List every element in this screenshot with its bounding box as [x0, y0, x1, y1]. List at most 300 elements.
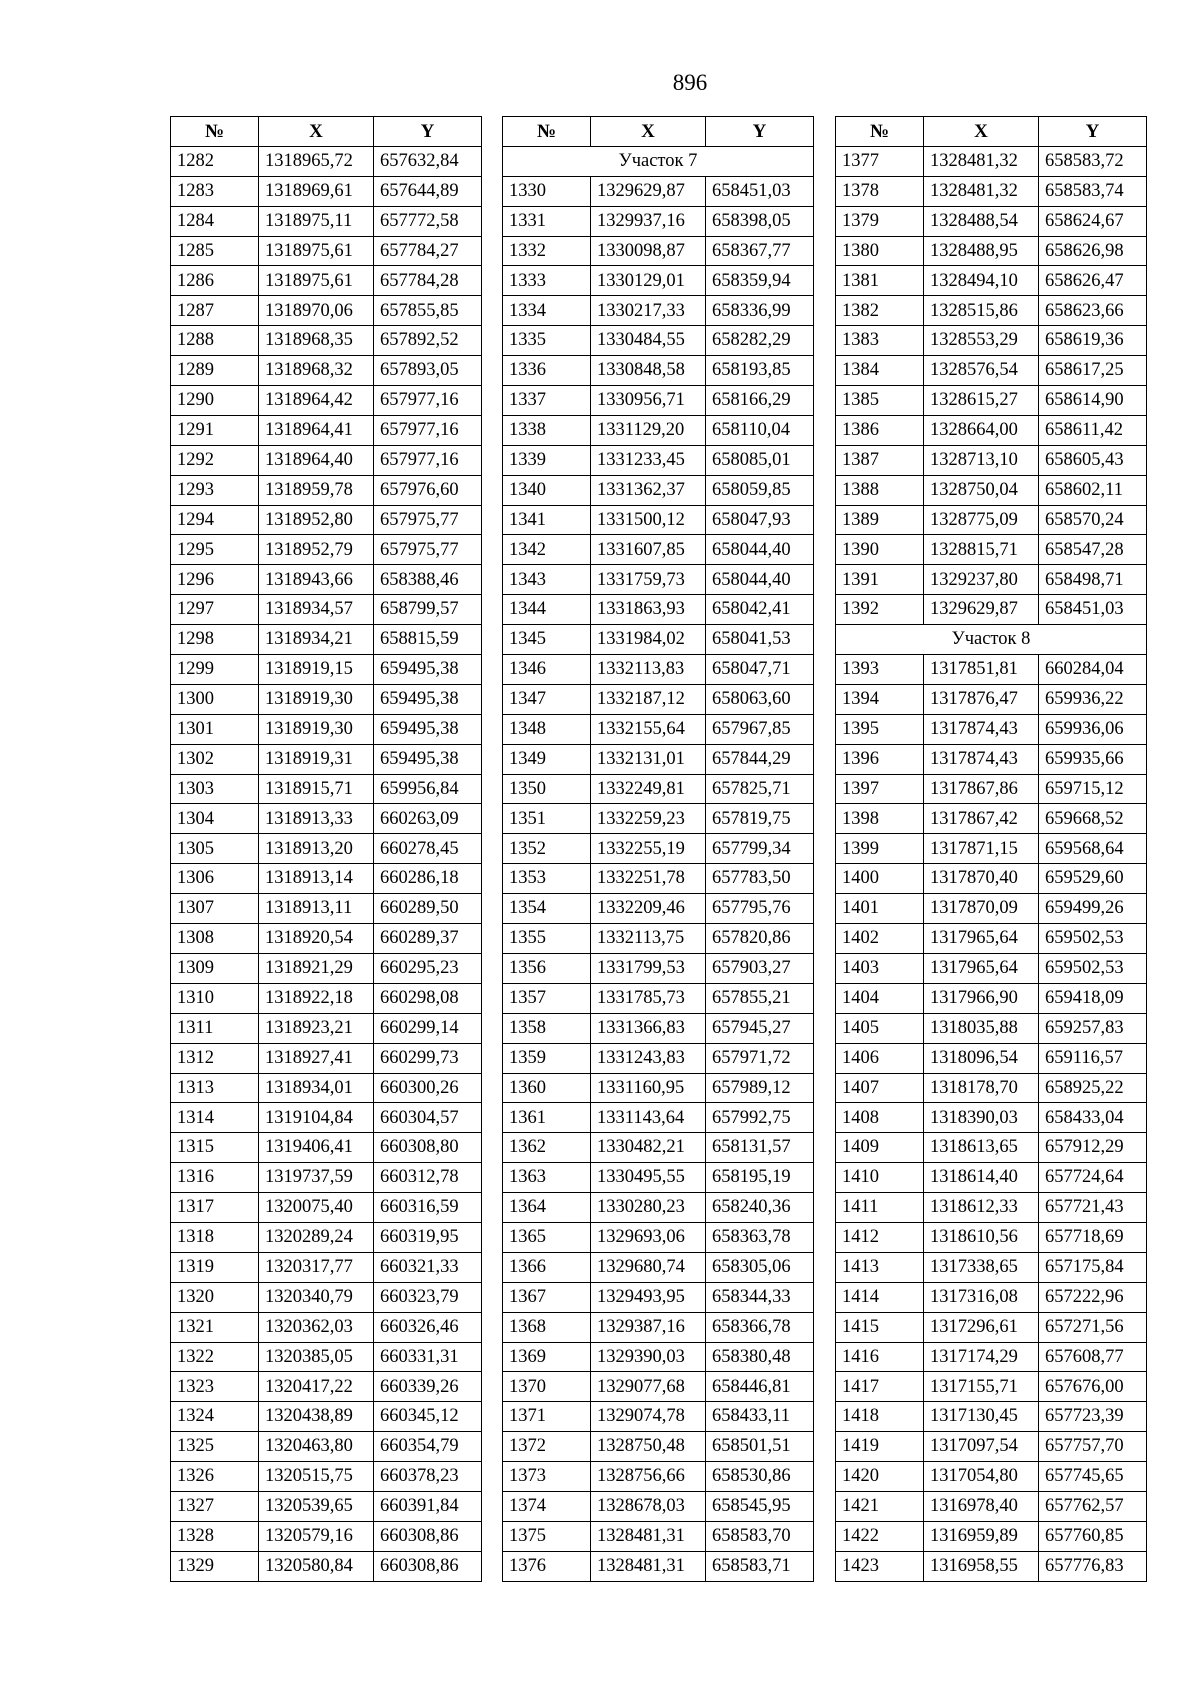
point-number-cell: 1408	[836, 1103, 924, 1133]
table-row	[171, 924, 482, 954]
x-coordinate-cell: 1331759,73	[591, 565, 706, 595]
x-coordinate-cell: 1329074,78	[591, 1402, 706, 1432]
y-coordinate-cell: 657676,00	[1039, 1372, 1147, 1402]
y-coordinate-cell: 659502,53	[1039, 924, 1147, 954]
x-coordinate-cell: 1318913,14	[259, 864, 374, 894]
table-row	[836, 1402, 1147, 1432]
x-coordinate-cell: 1329077,68	[591, 1372, 706, 1402]
x-coordinate-cell: 1318975,61	[259, 236, 374, 266]
point-number-cell: 1392	[836, 595, 924, 625]
y-coordinate-cell: 657632,84	[374, 146, 482, 176]
y-coordinate-cell: 660300,26	[374, 1073, 482, 1103]
point-number-cell: 1364	[503, 1193, 591, 1223]
x-coordinate-cell: 1318919,15	[259, 655, 374, 685]
x-coordinate-cell: 1318959,78	[259, 475, 374, 505]
x-coordinate-cell: 1331863,93	[591, 595, 706, 625]
y-coordinate-cell: 658047,93	[706, 505, 814, 535]
point-number-cell: 1346	[503, 655, 591, 685]
point-number-cell: 1380	[836, 236, 924, 266]
x-coordinate-cell: 1329937,16	[591, 206, 706, 236]
table-row	[503, 1312, 814, 1342]
x-coordinate-cell: 1330098,87	[591, 236, 706, 266]
table-row	[503, 565, 814, 595]
x-coordinate-cell: 1317871,15	[924, 834, 1039, 864]
y-coordinate-cell: 660304,57	[374, 1103, 482, 1133]
y-coordinate-cell: 657977,16	[374, 445, 482, 475]
point-number-cell: 1341	[503, 505, 591, 535]
table-row	[836, 445, 1147, 475]
x-coordinate-cell: 1318915,71	[259, 774, 374, 804]
y-coordinate-cell: 657912,29	[1039, 1133, 1147, 1163]
y-coordinate-cell: 659257,83	[1039, 1013, 1147, 1043]
y-coordinate-cell: 658498,71	[1039, 565, 1147, 595]
y-coordinate-cell: 657718,69	[1039, 1222, 1147, 1252]
x-coordinate-cell: 1320417,22	[259, 1372, 374, 1402]
point-number-cell: 1288	[171, 326, 259, 356]
y-coordinate-cell: 659715,12	[1039, 774, 1147, 804]
table-row	[171, 655, 482, 685]
x-coordinate-cell: 1331160,95	[591, 1073, 706, 1103]
x-coordinate-cell: 1329693,06	[591, 1222, 706, 1252]
table-row	[171, 684, 482, 714]
table-row	[503, 1521, 814, 1551]
table-row	[171, 834, 482, 864]
x-coordinate-cell: 1332131,01	[591, 744, 706, 774]
point-number-cell: 1417	[836, 1372, 924, 1402]
x-coordinate-cell: 1319406,41	[259, 1133, 374, 1163]
point-number-cell: 1376	[503, 1551, 591, 1581]
x-coordinate-cell: 1318964,42	[259, 386, 374, 416]
point-number-cell: 1414	[836, 1282, 924, 1312]
y-coordinate-cell: 660345,12	[374, 1402, 482, 1432]
point-number-cell: 1410	[836, 1163, 924, 1193]
y-coordinate-cell: 657820,86	[706, 924, 814, 954]
table-row	[171, 714, 482, 744]
point-number-cell: 1416	[836, 1342, 924, 1372]
section-header-row	[836, 625, 1147, 655]
column-header-number: №	[171, 117, 259, 147]
section-header-row	[503, 146, 814, 176]
y-coordinate-cell: 658626,98	[1039, 236, 1147, 266]
table-row	[171, 475, 482, 505]
table-row	[171, 445, 482, 475]
point-number-cell: 1323	[171, 1372, 259, 1402]
point-number-cell: 1384	[836, 356, 924, 386]
table-row	[503, 714, 814, 744]
table-row	[836, 565, 1147, 595]
table-row	[836, 595, 1147, 625]
table-row	[503, 1193, 814, 1223]
point-number-cell: 1336	[503, 356, 591, 386]
y-coordinate-cell: 657608,77	[1039, 1342, 1147, 1372]
y-coordinate-cell: 658451,03	[706, 176, 814, 206]
y-coordinate-cell: 659668,52	[1039, 804, 1147, 834]
table-row	[836, 774, 1147, 804]
point-number-cell: 1377	[836, 146, 924, 176]
x-coordinate-cell: 1317851,81	[924, 655, 1039, 685]
y-coordinate-cell: 658623,66	[1039, 296, 1147, 326]
table-row	[836, 505, 1147, 535]
table-row	[836, 1013, 1147, 1043]
table-row	[171, 744, 482, 774]
y-coordinate-cell: 660284,04	[1039, 655, 1147, 685]
x-coordinate-cell: 1318613,65	[924, 1133, 1039, 1163]
x-coordinate-cell: 1331500,12	[591, 505, 706, 535]
point-number-cell: 1294	[171, 505, 259, 535]
column-header-y: Y	[706, 117, 814, 147]
table-row	[503, 983, 814, 1013]
point-number-cell: 1423	[836, 1551, 924, 1581]
column-header-x: X	[259, 117, 374, 147]
x-coordinate-cell: 1330495,55	[591, 1163, 706, 1193]
x-coordinate-cell: 1332155,64	[591, 714, 706, 744]
point-number-cell: 1344	[503, 595, 591, 625]
point-number-cell: 1375	[503, 1521, 591, 1551]
point-number-cell: 1365	[503, 1222, 591, 1252]
y-coordinate-cell: 658059,85	[706, 475, 814, 505]
y-coordinate-cell: 657855,85	[374, 296, 482, 326]
x-coordinate-cell: 1318970,06	[259, 296, 374, 326]
y-coordinate-cell: 657945,27	[706, 1013, 814, 1043]
table-row	[171, 1282, 482, 1312]
x-coordinate-cell: 1318965,72	[259, 146, 374, 176]
y-coordinate-cell: 660312,78	[374, 1163, 482, 1193]
column-header-x: X	[591, 117, 706, 147]
x-coordinate-cell: 1330129,01	[591, 266, 706, 296]
table-row	[836, 804, 1147, 834]
point-number-cell: 1411	[836, 1193, 924, 1223]
point-number-cell: 1395	[836, 714, 924, 744]
x-coordinate-cell: 1329629,87	[591, 176, 706, 206]
y-coordinate-cell: 658433,04	[1039, 1103, 1147, 1133]
y-coordinate-cell: 660354,79	[374, 1432, 482, 1462]
y-coordinate-cell: 658366,78	[706, 1312, 814, 1342]
table-row	[171, 296, 482, 326]
table-row	[503, 834, 814, 864]
point-number-cell: 1354	[503, 894, 591, 924]
y-coordinate-cell: 657977,16	[374, 415, 482, 445]
y-coordinate-cell: 658602,11	[1039, 475, 1147, 505]
y-coordinate-cell: 658626,47	[1039, 266, 1147, 296]
table-row	[503, 1551, 814, 1581]
y-coordinate-cell: 659116,57	[1039, 1043, 1147, 1073]
table-row	[836, 1193, 1147, 1223]
x-coordinate-cell: 1331243,83	[591, 1043, 706, 1073]
table-row	[171, 1222, 482, 1252]
y-coordinate-cell: 658042,41	[706, 595, 814, 625]
table-row	[503, 386, 814, 416]
point-number-cell: 1371	[503, 1402, 591, 1432]
y-coordinate-cell: 658044,40	[706, 565, 814, 595]
point-number-cell: 1381	[836, 266, 924, 296]
table-row	[503, 864, 814, 894]
x-coordinate-cell: 1318975,11	[259, 206, 374, 236]
y-coordinate-cell: 660319,95	[374, 1222, 482, 1252]
table-row	[503, 1342, 814, 1372]
y-coordinate-cell: 657893,05	[374, 356, 482, 386]
table-row	[171, 1252, 482, 1282]
table-row	[503, 176, 814, 206]
x-coordinate-cell: 1328664,00	[924, 415, 1039, 445]
column-header-y: Y	[374, 117, 482, 147]
table-row	[503, 475, 814, 505]
table-row	[171, 1073, 482, 1103]
point-number-cell: 1296	[171, 565, 259, 595]
table-row	[503, 1043, 814, 1073]
y-coordinate-cell: 658305,06	[706, 1252, 814, 1282]
table-row	[171, 386, 482, 416]
y-coordinate-cell: 659495,38	[374, 744, 482, 774]
table-header-row	[503, 117, 814, 147]
table-row	[503, 356, 814, 386]
y-coordinate-cell: 657724,64	[1039, 1163, 1147, 1193]
y-coordinate-cell: 659418,09	[1039, 983, 1147, 1013]
y-coordinate-cell: 658547,28	[1039, 535, 1147, 565]
x-coordinate-cell: 1320289,24	[259, 1222, 374, 1252]
table-row	[171, 1312, 482, 1342]
y-coordinate-cell: 657776,83	[1039, 1551, 1147, 1581]
y-coordinate-cell: 658044,40	[706, 535, 814, 565]
point-number-cell: 1290	[171, 386, 259, 416]
point-number-cell: 1372	[503, 1432, 591, 1462]
y-coordinate-cell: 658605,43	[1039, 445, 1147, 475]
table-row	[836, 983, 1147, 1013]
table-row	[503, 953, 814, 983]
table-row	[171, 1133, 482, 1163]
x-coordinate-cell: 1328713,10	[924, 445, 1039, 475]
table-row	[836, 1222, 1147, 1252]
table-row	[836, 684, 1147, 714]
table-row	[171, 1372, 482, 1402]
y-coordinate-cell: 659568,64	[1039, 834, 1147, 864]
y-coordinate-cell: 659495,38	[374, 714, 482, 744]
y-coordinate-cell: 658570,24	[1039, 505, 1147, 535]
point-number-cell: 1317	[171, 1193, 259, 1223]
table-row	[503, 1462, 814, 1492]
y-coordinate-cell: 658583,72	[1039, 146, 1147, 176]
y-coordinate-cell: 659936,22	[1039, 684, 1147, 714]
point-number-cell: 1327	[171, 1491, 259, 1521]
y-coordinate-cell: 657825,71	[706, 774, 814, 804]
x-coordinate-cell: 1328488,95	[924, 236, 1039, 266]
y-coordinate-cell: 657976,60	[374, 475, 482, 505]
table-row	[503, 1252, 814, 1282]
point-number-cell: 1373	[503, 1462, 591, 1492]
x-coordinate-cell: 1317296,61	[924, 1312, 1039, 1342]
x-coordinate-cell: 1328750,04	[924, 475, 1039, 505]
table-row	[503, 206, 814, 236]
y-coordinate-cell: 658166,29	[706, 386, 814, 416]
y-coordinate-cell: 658282,29	[706, 326, 814, 356]
table-row	[836, 953, 1147, 983]
x-coordinate-cell: 1317966,90	[924, 983, 1039, 1013]
point-number-cell: 1292	[171, 445, 259, 475]
y-coordinate-cell: 659495,38	[374, 655, 482, 685]
y-coordinate-cell: 657783,50	[706, 864, 814, 894]
table-row	[503, 1163, 814, 1193]
point-number-cell: 1303	[171, 774, 259, 804]
x-coordinate-cell: 1328515,86	[924, 296, 1039, 326]
x-coordinate-cell: 1332113,83	[591, 655, 706, 685]
table-row	[503, 326, 814, 356]
point-number-cell: 1313	[171, 1073, 259, 1103]
point-number-cell: 1401	[836, 894, 924, 924]
point-number-cell: 1370	[503, 1372, 591, 1402]
point-number-cell: 1348	[503, 714, 591, 744]
y-coordinate-cell: 658925,22	[1039, 1073, 1147, 1103]
table-row	[171, 1163, 482, 1193]
point-number-cell: 1413	[836, 1252, 924, 1282]
point-number-cell: 1412	[836, 1222, 924, 1252]
y-coordinate-cell: 658614,90	[1039, 386, 1147, 416]
table-row	[171, 1491, 482, 1521]
y-coordinate-cell: 658583,71	[706, 1551, 814, 1581]
table-row	[171, 1521, 482, 1551]
y-coordinate-cell: 660289,50	[374, 894, 482, 924]
x-coordinate-cell: 1332113,75	[591, 924, 706, 954]
y-coordinate-cell: 657975,77	[374, 505, 482, 535]
page-number: 896	[672, 70, 708, 95]
x-coordinate-cell: 1318614,40	[924, 1163, 1039, 1193]
x-coordinate-cell: 1329390,03	[591, 1342, 706, 1372]
y-coordinate-cell: 657967,85	[706, 714, 814, 744]
y-coordinate-cell: 660286,18	[374, 864, 482, 894]
table-row	[836, 834, 1147, 864]
x-coordinate-cell: 1331129,20	[591, 415, 706, 445]
x-coordinate-cell: 1320438,89	[259, 1402, 374, 1432]
y-coordinate-cell: 659935,66	[1039, 744, 1147, 774]
table-row	[503, 924, 814, 954]
point-number-cell: 1391	[836, 565, 924, 595]
point-number-cell: 1342	[503, 535, 591, 565]
x-coordinate-cell: 1332251,78	[591, 864, 706, 894]
point-number-cell: 1399	[836, 834, 924, 864]
point-number-cell: 1325	[171, 1432, 259, 1462]
point-number-cell: 1283	[171, 176, 259, 206]
table-row	[836, 386, 1147, 416]
y-coordinate-cell: 660289,37	[374, 924, 482, 954]
y-coordinate-cell: 657757,70	[1039, 1432, 1147, 1462]
x-coordinate-cell: 1317054,80	[924, 1462, 1039, 1492]
y-coordinate-cell: 658041,53	[706, 625, 814, 655]
point-number-cell: 1387	[836, 445, 924, 475]
point-number-cell: 1420	[836, 1462, 924, 1492]
x-coordinate-cell: 1329629,87	[924, 595, 1039, 625]
y-coordinate-cell: 658367,77	[706, 236, 814, 266]
y-coordinate-cell: 657760,85	[1039, 1521, 1147, 1551]
x-coordinate-cell: 1320539,65	[259, 1491, 374, 1521]
table-row	[836, 894, 1147, 924]
table-row	[171, 535, 482, 565]
y-coordinate-cell: 660316,59	[374, 1193, 482, 1223]
table-row	[171, 1103, 482, 1133]
y-coordinate-cell: 657721,43	[1039, 1193, 1147, 1223]
x-coordinate-cell: 1328488,54	[924, 206, 1039, 236]
table-row	[171, 894, 482, 924]
table-row	[836, 1282, 1147, 1312]
point-number-cell: 1287	[171, 296, 259, 326]
table-row	[503, 625, 814, 655]
x-coordinate-cell: 1330848,58	[591, 356, 706, 386]
x-coordinate-cell: 1330956,71	[591, 386, 706, 416]
table-row	[836, 1252, 1147, 1282]
point-number-cell: 1315	[171, 1133, 259, 1163]
y-coordinate-cell: 657745,65	[1039, 1462, 1147, 1492]
point-number-cell: 1402	[836, 924, 924, 954]
table-row	[171, 1462, 482, 1492]
x-coordinate-cell: 1318934,21	[259, 625, 374, 655]
x-coordinate-cell: 1331366,83	[591, 1013, 706, 1043]
coordinates-table-2	[502, 116, 814, 1582]
table-row	[171, 236, 482, 266]
x-coordinate-cell: 1331362,37	[591, 475, 706, 505]
x-coordinate-cell: 1329680,74	[591, 1252, 706, 1282]
x-coordinate-cell: 1319737,59	[259, 1163, 374, 1193]
table-header-row	[171, 117, 482, 147]
table-row	[503, 266, 814, 296]
table-row	[836, 176, 1147, 206]
table-row	[503, 1013, 814, 1043]
x-coordinate-cell: 1328576,54	[924, 356, 1039, 386]
table-row	[836, 266, 1147, 296]
table-row	[503, 1103, 814, 1133]
table-row	[836, 236, 1147, 266]
y-coordinate-cell: 658624,67	[1039, 206, 1147, 236]
point-number-cell: 1330	[503, 176, 591, 206]
y-coordinate-cell: 658388,46	[374, 565, 482, 595]
table-row	[836, 1432, 1147, 1462]
table-row	[503, 1282, 814, 1312]
table-row	[836, 146, 1147, 176]
y-coordinate-cell: 658799,57	[374, 595, 482, 625]
y-coordinate-cell: 657175,84	[1039, 1252, 1147, 1282]
point-number-cell: 1396	[836, 744, 924, 774]
x-coordinate-cell: 1320340,79	[259, 1282, 374, 1312]
table-row	[836, 1551, 1147, 1581]
point-number-cell: 1369	[503, 1342, 591, 1372]
x-coordinate-cell: 1318390,03	[924, 1103, 1039, 1133]
x-coordinate-cell: 1328775,09	[924, 505, 1039, 535]
column-header-y: Y	[1039, 117, 1147, 147]
x-coordinate-cell: 1328615,27	[924, 386, 1039, 416]
point-number-cell: 1349	[503, 744, 591, 774]
x-coordinate-cell: 1318913,20	[259, 834, 374, 864]
point-number-cell: 1305	[171, 834, 259, 864]
y-coordinate-cell: 658063,60	[706, 684, 814, 714]
y-coordinate-cell: 660299,14	[374, 1013, 482, 1043]
table-row	[836, 326, 1147, 356]
point-number-cell: 1314	[171, 1103, 259, 1133]
point-number-cell: 1351	[503, 804, 591, 834]
table-row	[503, 236, 814, 266]
y-coordinate-cell: 660326,46	[374, 1312, 482, 1342]
table-row	[171, 1551, 482, 1581]
x-coordinate-cell: 1317874,43	[924, 744, 1039, 774]
y-coordinate-cell: 657271,56	[1039, 1312, 1147, 1342]
y-coordinate-cell: 657892,52	[374, 326, 482, 356]
point-number-cell: 1339	[503, 445, 591, 475]
point-number-cell: 1307	[171, 894, 259, 924]
table-row	[836, 415, 1147, 445]
y-coordinate-cell: 657989,12	[706, 1073, 814, 1103]
table-row	[836, 1103, 1147, 1133]
y-coordinate-cell: 659495,38	[374, 684, 482, 714]
y-coordinate-cell: 660308,80	[374, 1133, 482, 1163]
y-coordinate-cell: 658617,25	[1039, 356, 1147, 386]
table-row	[503, 535, 814, 565]
table-row	[503, 296, 814, 326]
point-number-cell: 1337	[503, 386, 591, 416]
